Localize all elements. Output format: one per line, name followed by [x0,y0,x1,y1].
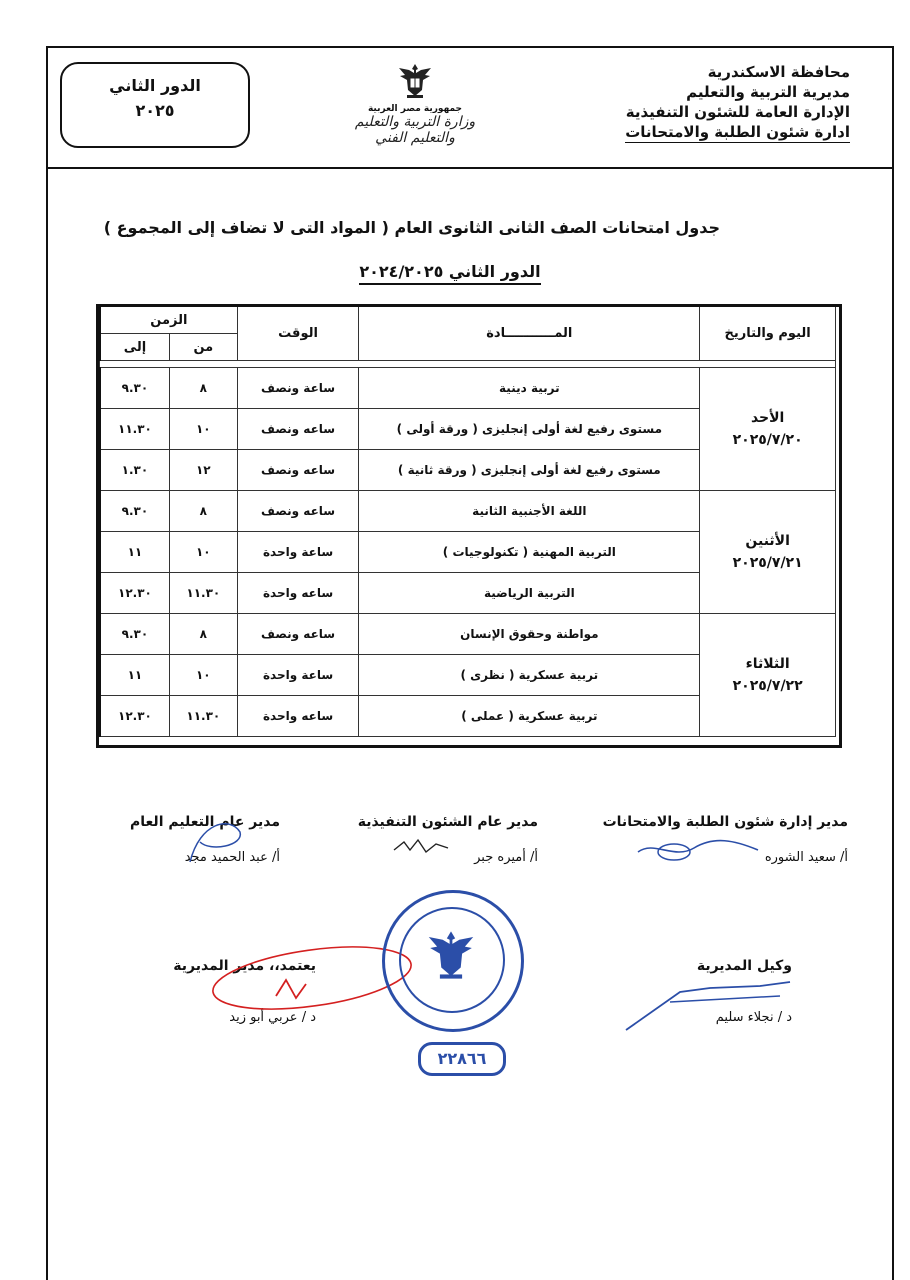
header-from: من [169,334,237,361]
signatory-title: يعتمد،، مدير المديرية [173,958,316,974]
to-cell: ١.٣٠ [100,450,170,491]
time-cell: ساعه ونصف [237,409,359,450]
schedule-title: جدول امتحانات الصف الثانى الثانوى العام ( المواد التى لا تضاف إلى المجموع ) [103,218,720,237]
from-cell: ١١.٣٠ [169,573,237,614]
to-cell: ٩.٣٠ [100,491,170,532]
to-cell: ٩.٣٠ [100,368,170,409]
round-badge [60,62,250,148]
time-cell: ساعة واحدة [237,532,359,573]
time-cell: ساعه ونصف [237,450,359,491]
republic-label: جمهورية مصر العربية [367,104,463,114]
time-cell: ساعه واحدة [237,696,359,737]
header-time: الوقت [237,307,359,361]
day-name: الثلاثاء [745,656,790,672]
to-cell: ١١.٣٠ [100,409,170,450]
from-cell: ١١.٣٠ [169,696,237,737]
signature-scribble-icon [392,836,452,858]
signatory-title: مدير عام الشئون التنفيذية [357,814,538,830]
schedule-subtitle: الدور الثاني ٢٠٢٤/٢٠٢٥ [300,262,600,281]
signatory-name: أ/ عبد الحميد مجد [184,850,280,865]
header-subject: المـــــــــــادة [359,307,700,361]
subject-cell: مستوى رفيع لغة أولى إنجليزى ( ورقة ثانية ) [359,450,700,491]
to-cell: ٩.٣٠ [100,614,170,655]
signatory-title: مدير عام التعليم العام [130,814,280,830]
subject-cell: مواطنة وحقوق الإنسان [359,614,700,655]
from-cell: ٨ [169,614,237,655]
day-cell [700,491,836,614]
header-gap [100,361,836,368]
time-cell: ساعة ونصف [237,368,359,409]
signature-scribble-icon [634,830,764,870]
time-cell: ساعه ونصف [237,491,359,532]
from-cell: ٨ [169,368,237,409]
seal-eagle-icon [426,920,476,990]
time-cell: ساعه ونصف [237,614,359,655]
to-cell: ١١ [100,655,170,696]
time-cell: ساعه واحدة [237,573,359,614]
eagle-emblem-icon [397,62,433,100]
signatory-title: مدير إدارة شئون الطلبة والامتحانات [602,814,848,830]
stamp-number: ٢٢٨٦٦ [418,1042,506,1076]
day-date: ٢٠٢٥/٧/٢٠ [732,432,803,448]
ministry-calligraphy: وزارة التربية والتعليم والتعليم الفني [354,114,476,146]
signatory-name: أ/ أميره جبر [474,850,538,865]
from-cell: ١٠ [169,409,237,450]
subject-cell: تربية عسكرية ( عملى ) [359,696,700,737]
header-day: اليوم والتاريخ [700,307,836,361]
signatory-title: وكيل المديرية [696,958,792,974]
from-cell: ١٠ [169,655,237,696]
department-line: ادارة شئون الطلبة والامتحانات [625,123,850,141]
signature-scribble-icon [620,972,800,1034]
day-date: ٢٠٢٥/٧/٢٢ [732,678,803,694]
time-cell: ساعة واحدة [237,655,359,696]
from-cell: ١٢ [169,450,237,491]
signatory-name: د / عربي أبو زيد [229,1010,316,1025]
day-cell [700,614,836,737]
header-duration: الزمن [100,307,238,334]
signatory-name: أ/ سعيد الشوره [764,850,848,865]
governorate-line: محافظة الاسكندرية [707,63,850,81]
subject-cell: التربية الرياضية [359,573,700,614]
day-date: ٢٠٢٥/٧/٢١ [732,555,803,571]
to-cell: ١١ [100,532,170,573]
round-year: ٢٠٢٥ [135,101,175,120]
subject-cell: التربية المهنية ( تكنولوجيات ) [359,532,700,573]
subject-cell: تربية دينية [359,368,700,409]
directorate-line: مديرية التربية والتعليم [686,83,850,101]
general-admin-line: الإدارة العامة للشئون التنفيذية [625,103,850,121]
round-label: الدور الثاني [109,76,201,95]
subject-cell: تربية عسكرية ( نظرى ) [359,655,700,696]
header-to: إلى [100,334,170,361]
from-cell: ١٠ [169,532,237,573]
header-divider [46,167,892,169]
signatory-name: د / نجلاء سليم [715,1010,792,1025]
ministry-logo [340,62,490,152]
day-name: الأحد [750,410,785,426]
issuer-header [550,62,850,143]
subject-cell: اللغة الأجنبية الثانية [359,491,700,532]
from-cell: ٨ [169,491,237,532]
subject-cell: مستوى رفيع لغة أولى إنجليزى ( ورقة أولى ) [359,409,700,450]
day-name: الأثنين [745,533,790,549]
signature-scribble-icon [180,812,250,872]
to-cell: ١٢.٣٠ [100,696,170,737]
to-cell: ١٢.٣٠ [100,573,170,614]
exam-schedule-table [98,306,836,737]
day-cell [700,368,836,491]
